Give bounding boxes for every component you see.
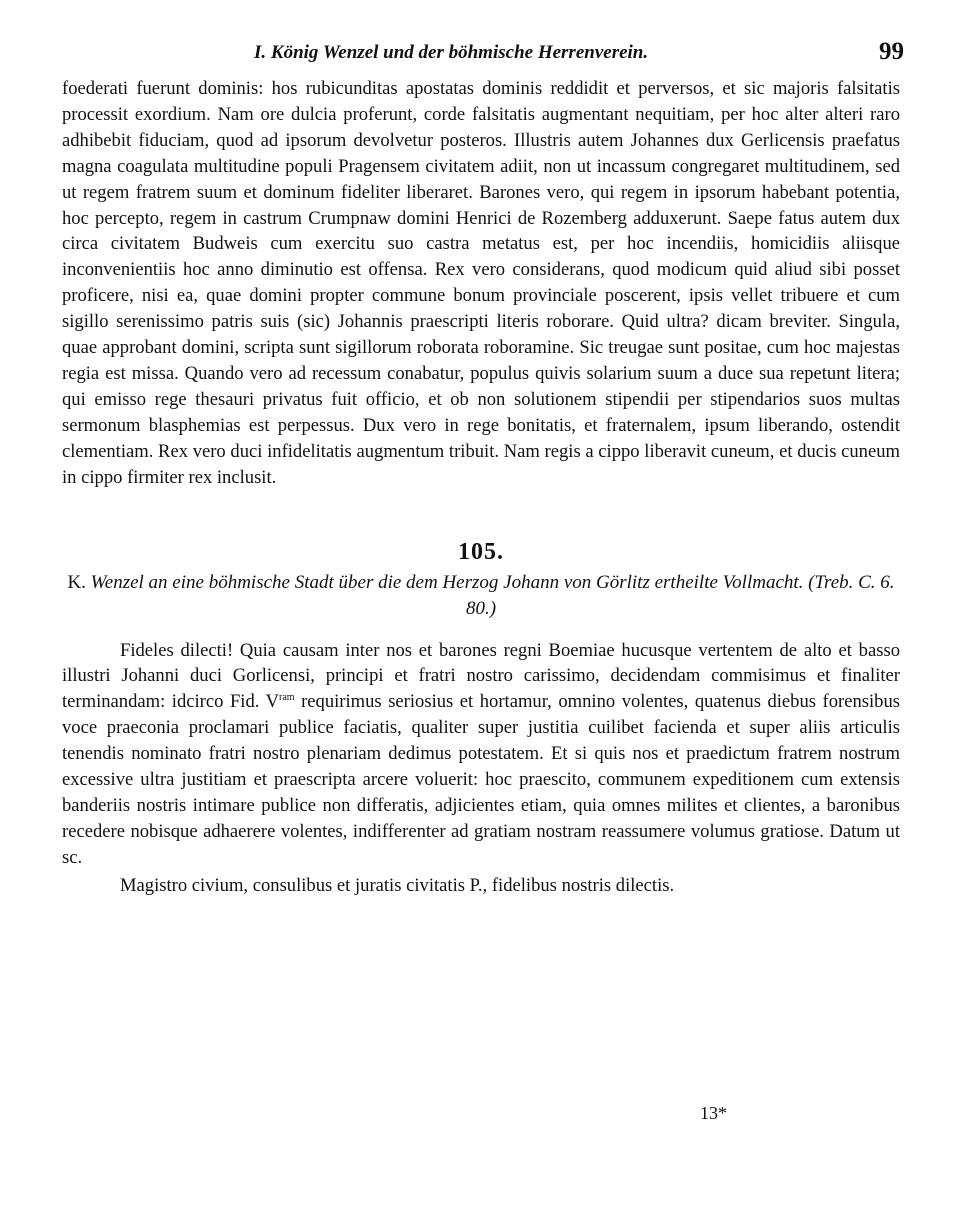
chronicle-paragraph: foederati fuerunt dominis: hos rubicunditas apostatas dominis reddidit et perversos, et sic majoris falsitatis processit exordium. Nam ore dulcia proferunt, corde falsitatis augmentant nequitiam, per hoc alter alteri raro adhibebit fiduciam, quod ad ipsorum devolvetur posteros. Illustris autem Johannes dux Gerlicensis praefatus magna coagulata multitudine populi Pragensem civitatem adiit, non ut incassum congregaret multitudinem, sed ut regem fratrem suum et dominum fideliter liberaret. Barones vero, qui regem in ipsorum habebant potentia, hoc percepto, regem in castrum Crumpnaw domini Henrici de Rozemberg adduxerunt. Saepe fatus autem dux circa civitatem Budweis cum exercitu suo castra metatus est, per hoc incendiis, homicidiis aliisque inconvenientiis hoc anno diminutio est offensa. Rex vero considerans, quod modicum quid aliud sibi posset proficere, nisi ea, quae domini propter commune bonum provinciale poscerent, ipsis vellet tribuere et cum sigillo serenissimo patris suis (sic) Johannis praescripti literis roborare. Quid ultra? dicam breviter. Singula, quae approbant domini, scripta sunt sigillorum roborata roboramine. Sic treugae sunt positae, cum hoc majestas regia est missa. Quando vero ad recessum conabatur, populus quivis solarium suum a duce sua repetunt litera; qui emisso rege thesauri privatus fuit officio, et ob non solutionem stipendii per stipendarios suos multas sermonum blasphemias est perpessus. Dux vero in rege bonitatis, et fraternalem, ipsum liberando, ostendit clementiam. Rex vero duci infidelitatis augmentum tribuit. Nam regis a cippo liberavit cuneum, et ducis cuneum in cippo firmiter rex inclusit. [62,78,900,488]
document-heading [62,570,900,622]
document-heading-text: Wenzel an eine böhmische Stadt über die dem Herzog Johann von Görlitz ertheilte Vollmacht. (Treb. C. 6. 80.) [90,571,895,619]
address-line: Magistro civium, consulibus et juratis civitatis P., fidelibus nostris dilectis. [120,874,675,896]
letter-paragraph [62,638,900,871]
page-number: 99 [879,38,904,65]
letter-text-part-1: Fideles dilecti! Quia causam inter nos et barones regni Boemiae hucusque vertentem de alto et basso illustri Johanni duci Gorlicensi, principi et fratri nostro carissimo, decidendam commisimus et finaliter terminandam: idcirco Fid. V [62,639,900,713]
letter-superscript: ram [279,692,295,704]
running-head [62,38,904,76]
signature-mark: 13* [700,1103,727,1123]
page [62,38,904,899]
letter-text-part-2: requirimus seriosius et hortamur, omnino volentes, quatenus diebus forensibus voce praeconia proclamari publice faciatis, qualiter super justitia cuilibet facienda et super aliis articulis tenendis nominato fratri nostro plenariam dedimus potestatem. Et si quis nos et praedictum fratrem nostrum excessive ultra justitiam et praescripta arcere voluerit: hoc praescito, communem expeditionem cum extensis banderiis nostris intimare publice non differatis, adjicientes etiam, quia omnes milites et clientes, a baronibus recedere nobisque adhaerere volentes, indifferenter ad gratiam nostram reassumere volumus gratiose. Datum ut sc. [62,691,900,868]
running-title: I. König Wenzel und der böhmische Herrenverein. [254,42,649,63]
document-number: 105. [458,538,504,565]
document-heading-prefix: K. [67,571,86,593]
